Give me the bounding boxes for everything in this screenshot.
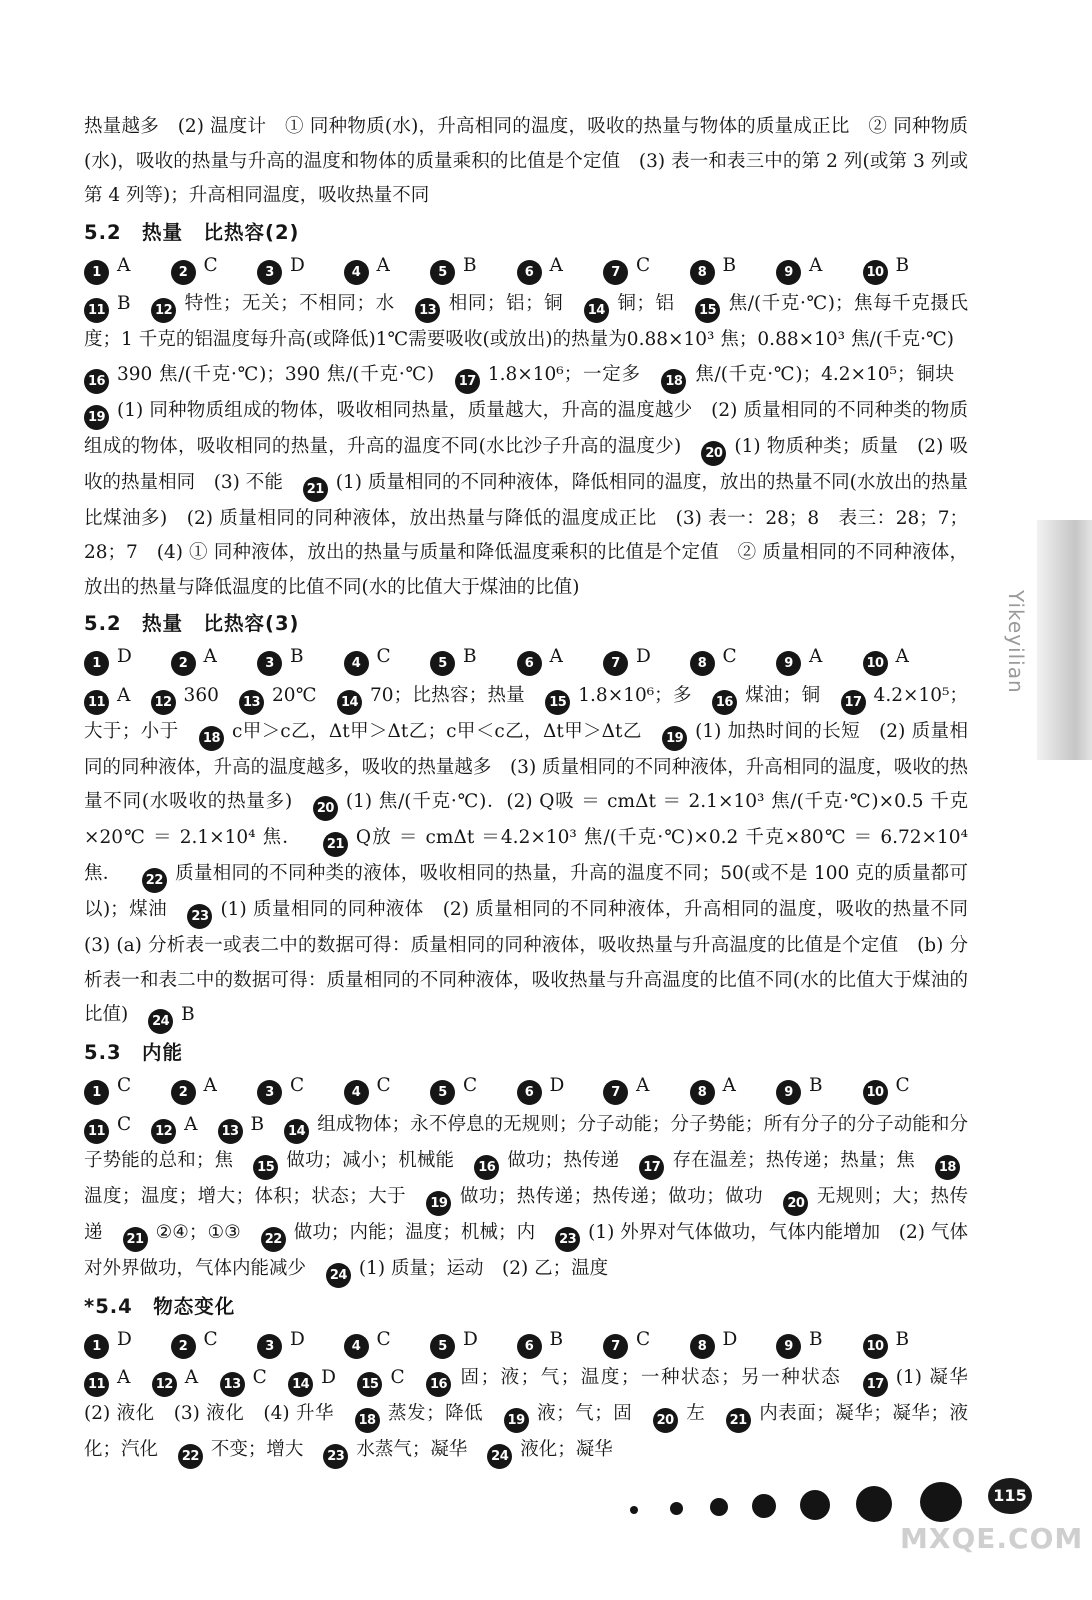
answer-text: A <box>809 254 823 276</box>
mc-answer <box>776 1329 863 1359</box>
answer-item <box>84 1367 131 1392</box>
mc-answer <box>603 646 690 676</box>
question-number-badge: 2 <box>171 1080 196 1105</box>
multiple-choice-row <box>84 1327 968 1362</box>
question-number-badge: 21 <box>123 1227 148 1252</box>
mc-answer <box>517 1329 604 1359</box>
answer-text: A <box>203 646 217 668</box>
answer-text: B <box>463 254 477 276</box>
question-number-badge: 13 <box>218 1119 243 1144</box>
question-number-badge: 3 <box>257 260 282 285</box>
answer-text: B <box>809 1328 823 1350</box>
answer-item <box>337 684 526 710</box>
answer-text: (1) 质量相同的同种液体 (2) 质量相同的不同种液体，升高相同的温度，吸收的热量不同 (3) (a) 分析表一或表二中的数据可得：质量相同的同种液体，吸收热量与升高温度的比值是个定值 (b) 分析表一和表二中的数据可得：质量相同的不同种液体，吸收热量与升高温度的比值不同(水的比值大于煤油的比值) <box>84 899 987 1025</box>
mc-answer <box>690 255 777 285</box>
question-number-badge: 4 <box>344 260 369 285</box>
question-number-badge: 18 <box>199 726 224 751</box>
answer-text: B <box>290 646 304 668</box>
question-number-badge: 21 <box>303 477 328 502</box>
answer-item <box>357 1367 405 1392</box>
question-number-badge: 18 <box>661 369 686 394</box>
question-number-badge: 12 <box>151 298 176 323</box>
question-number-badge: 24 <box>148 1009 173 1034</box>
mc-answer <box>171 646 258 676</box>
mc-answer <box>257 1075 344 1105</box>
question-number-badge: 6 <box>517 260 542 285</box>
answer-item <box>151 293 395 318</box>
question-number-badge: 14 <box>337 690 362 715</box>
answer-item <box>426 1367 842 1392</box>
answer-text: Q放 ＝ cmΔt ＝4.2×10³ 焦/(千克·℃)×0.2 千克×80℃ ＝ 6.72×10⁴ 焦． <box>84 827 968 884</box>
mc-answer <box>84 1075 171 1105</box>
answer-text: A <box>636 1075 650 1097</box>
answer-text: 无规则；大；热传递 <box>84 1185 968 1243</box>
answer-text: C <box>117 1113 132 1135</box>
answer-text: 相同；铝；铜 <box>448 293 564 314</box>
answer-item <box>199 720 642 746</box>
answer-text: 温度；温度；增大；体积；状态；大于 <box>84 1185 407 1207</box>
section-heading: 5.3 内能 <box>84 1041 184 1064</box>
answer-text: B <box>181 1004 195 1025</box>
answer-text: A <box>549 254 563 276</box>
footer-dot <box>630 1506 638 1514</box>
question-number-badge: 8 <box>690 260 715 285</box>
question-number-badge: 21 <box>726 1408 751 1433</box>
answer-text: 内表面；凝华；凝华；液化；汽化 <box>84 1403 968 1460</box>
question-number-badge: 1 <box>84 1334 109 1359</box>
question-number-badge: 19 <box>662 726 687 751</box>
answer-item <box>123 1221 241 1247</box>
answer-text: B <box>895 254 910 276</box>
question-number-badge: 9 <box>776 1080 801 1105</box>
mc-answer <box>171 1329 258 1359</box>
answer-text: 20℃ <box>272 684 317 706</box>
answer-item <box>426 1185 764 1211</box>
mc-answer <box>84 1329 171 1359</box>
question-number-badge: 14 <box>284 1119 309 1144</box>
answer-item <box>323 1439 468 1464</box>
mc-answer <box>776 1075 863 1105</box>
answer-item <box>152 1367 199 1392</box>
answer-text: C <box>203 1328 218 1350</box>
answer-item <box>474 1149 620 1175</box>
answer-item <box>218 1113 265 1139</box>
question-number-badge: 5 <box>430 1334 455 1359</box>
footer-dot <box>920 1482 962 1522</box>
question-number-badge: 17 <box>639 1155 664 1180</box>
page-number: 115 <box>988 1478 1032 1514</box>
answer-text: C <box>117 1075 132 1097</box>
multiple-choice-row <box>84 1073 968 1108</box>
answer-text: A <box>203 1075 217 1097</box>
mc-answer <box>690 1075 777 1105</box>
answer-text: D <box>290 1328 305 1350</box>
question-number-badge: 8 <box>690 1334 715 1359</box>
question-number-badge: 13 <box>239 690 264 715</box>
mc-answer <box>171 1075 258 1105</box>
answer-text: C <box>290 1075 305 1097</box>
answers-paragraph <box>84 287 968 605</box>
mc-answer <box>430 1075 517 1105</box>
question-number-badge: 10 <box>863 651 888 676</box>
answer-text: 焦/(千克·℃)；4.2×10⁵；铜块 <box>694 363 954 385</box>
answer-text: ②④；①③ <box>155 1221 241 1243</box>
question-number-badge: 14 <box>288 1372 313 1397</box>
footer-dot <box>670 1502 683 1515</box>
footer-dot <box>710 1498 728 1516</box>
answer-text: (1) 同种物质组成的物体，吸收相同热量，质量越大，升高的温度越少 (2) 质量相同的不同种类的物质组成的物体，吸收相同的热量，升高的温度不同(水比沙子升高的温度少) <box>84 399 968 457</box>
answer-text: 做功；减小；机械能 <box>286 1149 455 1171</box>
answer-text: C <box>636 1328 651 1350</box>
question-number-badge: 9 <box>776 651 801 676</box>
answer-item <box>84 1113 132 1139</box>
question-number-badge: 8 <box>690 651 715 676</box>
mc-answer <box>430 646 517 676</box>
answer-text: C <box>636 254 651 276</box>
question-number-badge: 15 <box>695 298 720 323</box>
question-number-badge: 6 <box>517 1080 542 1105</box>
question-number-badge: 12 <box>152 1372 177 1397</box>
question-number-badge: 11 <box>84 1372 109 1397</box>
question-number-badge: 17 <box>841 690 866 715</box>
answer-text: 做功；内能；温度；机械；内 <box>293 1221 536 1243</box>
page-content <box>84 110 987 1469</box>
mc-answer <box>84 255 171 285</box>
question-number-badge: 11 <box>84 298 109 323</box>
answer-text: 固；液；气；温度；一种状态；另一种状态 <box>459 1367 842 1388</box>
question-number-badge: 20 <box>653 1408 678 1433</box>
footer-dot <box>800 1490 830 1520</box>
question-number-badge: 22 <box>261 1227 286 1252</box>
question-number-badge: 1 <box>84 1080 109 1105</box>
answer-item <box>261 1221 536 1247</box>
question-number-badge: 6 <box>517 651 542 676</box>
question-number-badge: 5 <box>430 1080 455 1105</box>
mc-answer <box>344 1075 431 1105</box>
question-number-badge: 18 <box>935 1155 960 1180</box>
question-number-badge: 8 <box>690 1080 715 1105</box>
question-number-badge: 1 <box>84 260 109 285</box>
answer-text: A <box>549 646 563 668</box>
answer-item <box>653 1403 706 1428</box>
question-number-badge: 10 <box>863 1334 888 1359</box>
answer-text: 70；比热容；热量 <box>370 684 526 706</box>
answer-item <box>661 363 954 389</box>
answer-text: A <box>895 646 909 668</box>
mc-answer <box>257 1329 344 1359</box>
question-number-badge: 12 <box>151 1119 176 1144</box>
mc-answer <box>257 646 344 676</box>
answer-text: D <box>290 254 305 276</box>
answer-text: C <box>376 646 391 668</box>
answer-text: C <box>203 254 218 276</box>
answer-text: A <box>184 1113 198 1135</box>
question-number-badge: 4 <box>344 651 369 676</box>
answer-text: B <box>117 293 131 314</box>
answer-item <box>504 1403 633 1428</box>
question-number-badge: 3 <box>257 1334 282 1359</box>
mc-answer <box>84 646 171 676</box>
mc-answer <box>603 1329 690 1359</box>
answer-text: B <box>250 1113 265 1135</box>
mc-answer <box>776 255 863 285</box>
question-number-badge: 17 <box>863 1372 888 1397</box>
question-number-badge: 19 <box>504 1408 529 1433</box>
answer-text: B <box>463 646 477 668</box>
answer-text: 特性；无关；不相同；水 <box>184 293 395 314</box>
answer-text: D <box>117 1328 132 1350</box>
question-number-badge: 20 <box>313 796 338 821</box>
answer-text: C <box>463 1075 478 1097</box>
question-number-badge: 9 <box>776 1334 801 1359</box>
answer-text: 做功；热传递；热传递；做功；做功 <box>459 1185 764 1207</box>
question-number-badge: 9 <box>776 260 801 285</box>
answer-item <box>455 363 641 389</box>
answer-item <box>639 1149 915 1175</box>
question-number-badge: 19 <box>426 1191 451 1216</box>
question-number-badge: 14 <box>584 298 609 323</box>
question-number-badge: 12 <box>151 690 176 715</box>
answer-text: A <box>184 1367 199 1388</box>
question-number-badge: 22 <box>178 1444 203 1469</box>
question-number-badge: 6 <box>517 1334 542 1359</box>
multiple-choice-row <box>84 253 968 288</box>
question-number-badge: 4 <box>344 1334 369 1359</box>
answer-text: B <box>895 1328 910 1350</box>
answer-item <box>151 1113 198 1139</box>
mc-answer <box>517 646 604 676</box>
answer-item <box>487 1439 613 1464</box>
question-number-badge: 20 <box>701 441 726 466</box>
question-number-badge: 2 <box>171 651 196 676</box>
mc-answer <box>863 1075 913 1105</box>
answer-text: D <box>549 1075 565 1097</box>
question-number-badge: 3 <box>257 651 282 676</box>
answer-text: 液；气；固 <box>536 1403 633 1424</box>
question-number-badge: 23 <box>555 1227 580 1252</box>
answer-text: D <box>463 1328 478 1350</box>
answer-text: 4.2×10⁵；大于；小于 <box>84 684 968 742</box>
answer-text: c甲＞c乙，Δt甲＞Δt乙；c甲＜c乙，Δt甲＞Δt乙 <box>231 720 642 742</box>
answer-text: A <box>117 1367 131 1388</box>
question-number-badge: 18 <box>355 1408 380 1433</box>
answer-text: D <box>321 1367 337 1388</box>
answer-text: B <box>549 1328 564 1350</box>
question-number-badge: 10 <box>863 1080 888 1105</box>
mc-answer <box>344 646 431 676</box>
question-number-badge: 11 <box>84 1119 109 1144</box>
answer-text: (1) 质量相同的不同种液体，降低相同的温度，放出的热量不同(水放出的热量比煤油多) (2) 质量相同的同种液体，放出热量与降低的温度成正比 (3) 表一：28；8 表三：28；7；28；7 (4) ① 同种液体，放出的热量与质量和降低温度乘积的比值是个定值 ② 质量相同的不同种液体，放出的热量与降低温度的比值不同(水的比值大于煤油的比值) <box>84 471 969 598</box>
answers-paragraph <box>84 1108 968 1288</box>
mc-answer <box>171 255 258 285</box>
question-number-badge: 16 <box>426 1372 451 1397</box>
answer-text: (1) 质量；运动 (2) 乙；温度 <box>358 1257 609 1279</box>
answer-text: C <box>376 1075 391 1097</box>
answer-text: D <box>117 646 132 668</box>
answer-text: C <box>722 646 737 668</box>
answer-text: 1.8×10⁶；多 <box>578 684 692 706</box>
answer-text: A <box>722 1075 736 1097</box>
answer-text: 焦/(千克·℃)；焦每千克摄氏度；1 千克的铝温度每升高(或降低)1℃需要吸收(或放出)的热量为0.88×10³ 焦；0.88×10³ 焦/(千克·℃) <box>84 293 968 350</box>
mc-answer <box>344 255 431 285</box>
question-number-badge: 22 <box>142 868 167 893</box>
mc-answer <box>863 646 913 676</box>
answer-item <box>84 684 131 710</box>
question-number-badge: 7 <box>603 260 628 285</box>
question-number-badge: 1 <box>84 651 109 676</box>
question-number-badge: 15 <box>253 1155 278 1180</box>
mc-answer <box>863 1329 913 1359</box>
question-number-badge: 17 <box>455 369 480 394</box>
question-number-badge: 13 <box>220 1372 245 1397</box>
question-number-badge: 5 <box>430 260 455 285</box>
mc-answer <box>344 1329 431 1359</box>
answer-text: 液化；凝华 <box>520 1439 613 1460</box>
question-number-badge: 16 <box>84 369 109 394</box>
question-number-badge: 16 <box>712 690 737 715</box>
answer-text: (1) 凝华 (2) 液化 (3) 液化 (4) 升华 <box>84 1367 987 1424</box>
watermark: MXQE.COM <box>900 1522 1084 1555</box>
answer-text: 左 <box>685 1403 706 1424</box>
question-number-badge: 10 <box>863 260 888 285</box>
answer-text: (1) 外界对气体做功，气体内能增加 (2) 气体对外界做功，气体内能减少 <box>84 1221 968 1279</box>
mc-answer <box>603 255 690 285</box>
answer-text: (1) 焦/(千克·℃)．(2) Q吸 ＝ cmΔt ＝ 2.1×10³ 焦/(千克·℃)×0.5 千克×20℃ ＝ 2.1×10⁴ 焦． <box>84 791 968 848</box>
mc-answer <box>603 1075 690 1105</box>
answer-text: A <box>117 684 131 706</box>
answer-sections <box>84 216 987 1470</box>
answer-item <box>355 1403 484 1428</box>
mc-answer <box>863 255 913 285</box>
mc-answer <box>517 255 604 285</box>
question-number-badge: 19 <box>84 405 109 430</box>
answer-item <box>288 1367 337 1392</box>
answer-text: 不变；增大 <box>210 1439 304 1460</box>
answer-text: A <box>809 646 823 668</box>
section-heading: *5.4 物态变化 <box>84 1294 236 1318</box>
answer-item <box>84 293 131 318</box>
question-number-badge: 13 <box>415 298 440 323</box>
answer-text: D <box>636 646 651 668</box>
question-number-badge: 24 <box>326 1263 351 1288</box>
mc-answer <box>430 1329 517 1359</box>
answers-paragraph <box>84 679 987 1035</box>
answer-item <box>178 1439 304 1464</box>
question-number-badge: 3 <box>257 1080 282 1105</box>
question-number-badge: 16 <box>474 1155 499 1180</box>
answer-text: D <box>722 1328 738 1350</box>
question-number-badge: 15 <box>545 690 570 715</box>
answer-item <box>84 363 435 389</box>
footer-dot <box>856 1486 892 1522</box>
multiple-choice-row <box>84 644 968 679</box>
answer-text: 1.8×10⁶；一定多 <box>487 363 641 385</box>
question-number-badge: 7 <box>603 1334 628 1359</box>
answer-text: B <box>722 254 737 276</box>
question-number-badge: 20 <box>783 1191 808 1216</box>
mc-answer <box>517 1075 604 1105</box>
answer-item <box>415 293 564 318</box>
answer-item <box>220 1367 267 1392</box>
section-heading: 5.2 热量 比热容(2) <box>84 220 300 244</box>
answer-text: 铜；铝 <box>616 293 675 314</box>
answer-text: (1) 物质种类；质量 (2) 吸收的热量相同 (3) 不能 <box>84 435 968 493</box>
answer-text: B <box>809 1075 823 1097</box>
answer-text: 360 <box>183 684 219 706</box>
mc-answer <box>690 646 777 676</box>
footer-dot <box>752 1494 776 1518</box>
question-number-badge: 15 <box>357 1372 382 1397</box>
section-heading: 5.2 热量 比热容(3) <box>84 612 300 635</box>
answer-item <box>545 684 692 710</box>
answer-text: A <box>117 254 131 276</box>
answer-text: 煤油；铜 <box>744 684 821 706</box>
answer-text: 组成物体；永不停息的无规则；分子动能；分子势能；所有分子的分子动能和分子势能的总和；焦 <box>84 1113 968 1171</box>
answer-item <box>239 684 317 710</box>
answer-item <box>712 684 821 710</box>
mc-answer <box>430 255 517 285</box>
answer-text: 蒸发；降低 <box>387 1403 484 1424</box>
question-number-badge: 7 <box>603 1080 628 1105</box>
question-number-badge: 2 <box>171 1334 196 1359</box>
answer-text: 质量相同的不同种类的液体，吸收相同的热量，升高的温度不同；50(或不是 100 克的质量都可以)；煤油 <box>84 863 968 920</box>
answer-text: C <box>390 1367 405 1388</box>
intro-paragraph: 热量越多 (2) 温度计 ① 同种物质(水)，升高相同的温度，吸收的热量与物体的质量成正比 ② 同种物质(水)，吸收的热量与升高的温度和物体的质量乘积的比值是个定值 (3) 表一和表三中的第 2 列(或第 3 列或第 4 列等)；升高相同温度，吸收热量不同 <box>84 116 968 206</box>
mc-answer <box>257 255 344 285</box>
answer-item <box>253 1149 455 1175</box>
answer-item <box>148 1004 195 1029</box>
side-tab-text: Yikeyilian <box>1004 590 1028 694</box>
answer-item <box>326 1257 609 1283</box>
question-number-badge: 21 <box>323 832 348 857</box>
answers-paragraph <box>84 1361 987 1469</box>
answer-text: (1) 加热时间的长短 (2) 质量相同的同种液体，升高的温度越多，吸收的热量越多 (3) 质量相同的不同种液体，升高相同的温度，吸收的热量不同(水吸收的热量多) <box>84 720 968 812</box>
question-number-badge: 23 <box>323 1444 348 1469</box>
answer-text: 存在温差；热传递；热量；焦 <box>672 1149 915 1171</box>
question-number-badge: 5 <box>430 651 455 676</box>
answer-text: C <box>376 1328 391 1350</box>
question-number-badge: 11 <box>84 690 109 715</box>
question-number-badge: 4 <box>344 1080 369 1105</box>
mc-answer <box>690 1329 777 1359</box>
answer-item <box>84 899 987 1025</box>
answer-text: 390 焦/(千克·℃)；390 焦/(千克·℃) <box>117 363 435 385</box>
question-number-badge: 7 <box>603 651 628 676</box>
side-tab <box>1037 520 1092 760</box>
question-number-badge: 2 <box>171 260 196 285</box>
answer-item <box>151 684 219 710</box>
answer-text: 做功；热传递 <box>507 1149 620 1171</box>
answer-text: C <box>895 1075 910 1097</box>
answer-text: 水蒸气；凝华 <box>356 1439 468 1460</box>
question-number-badge: 24 <box>487 1444 512 1469</box>
question-number-badge: 23 <box>187 904 212 929</box>
answer-text: C <box>252 1367 267 1388</box>
answer-item <box>584 293 675 318</box>
mc-answer <box>776 646 863 676</box>
answer-text: A <box>376 254 390 276</box>
